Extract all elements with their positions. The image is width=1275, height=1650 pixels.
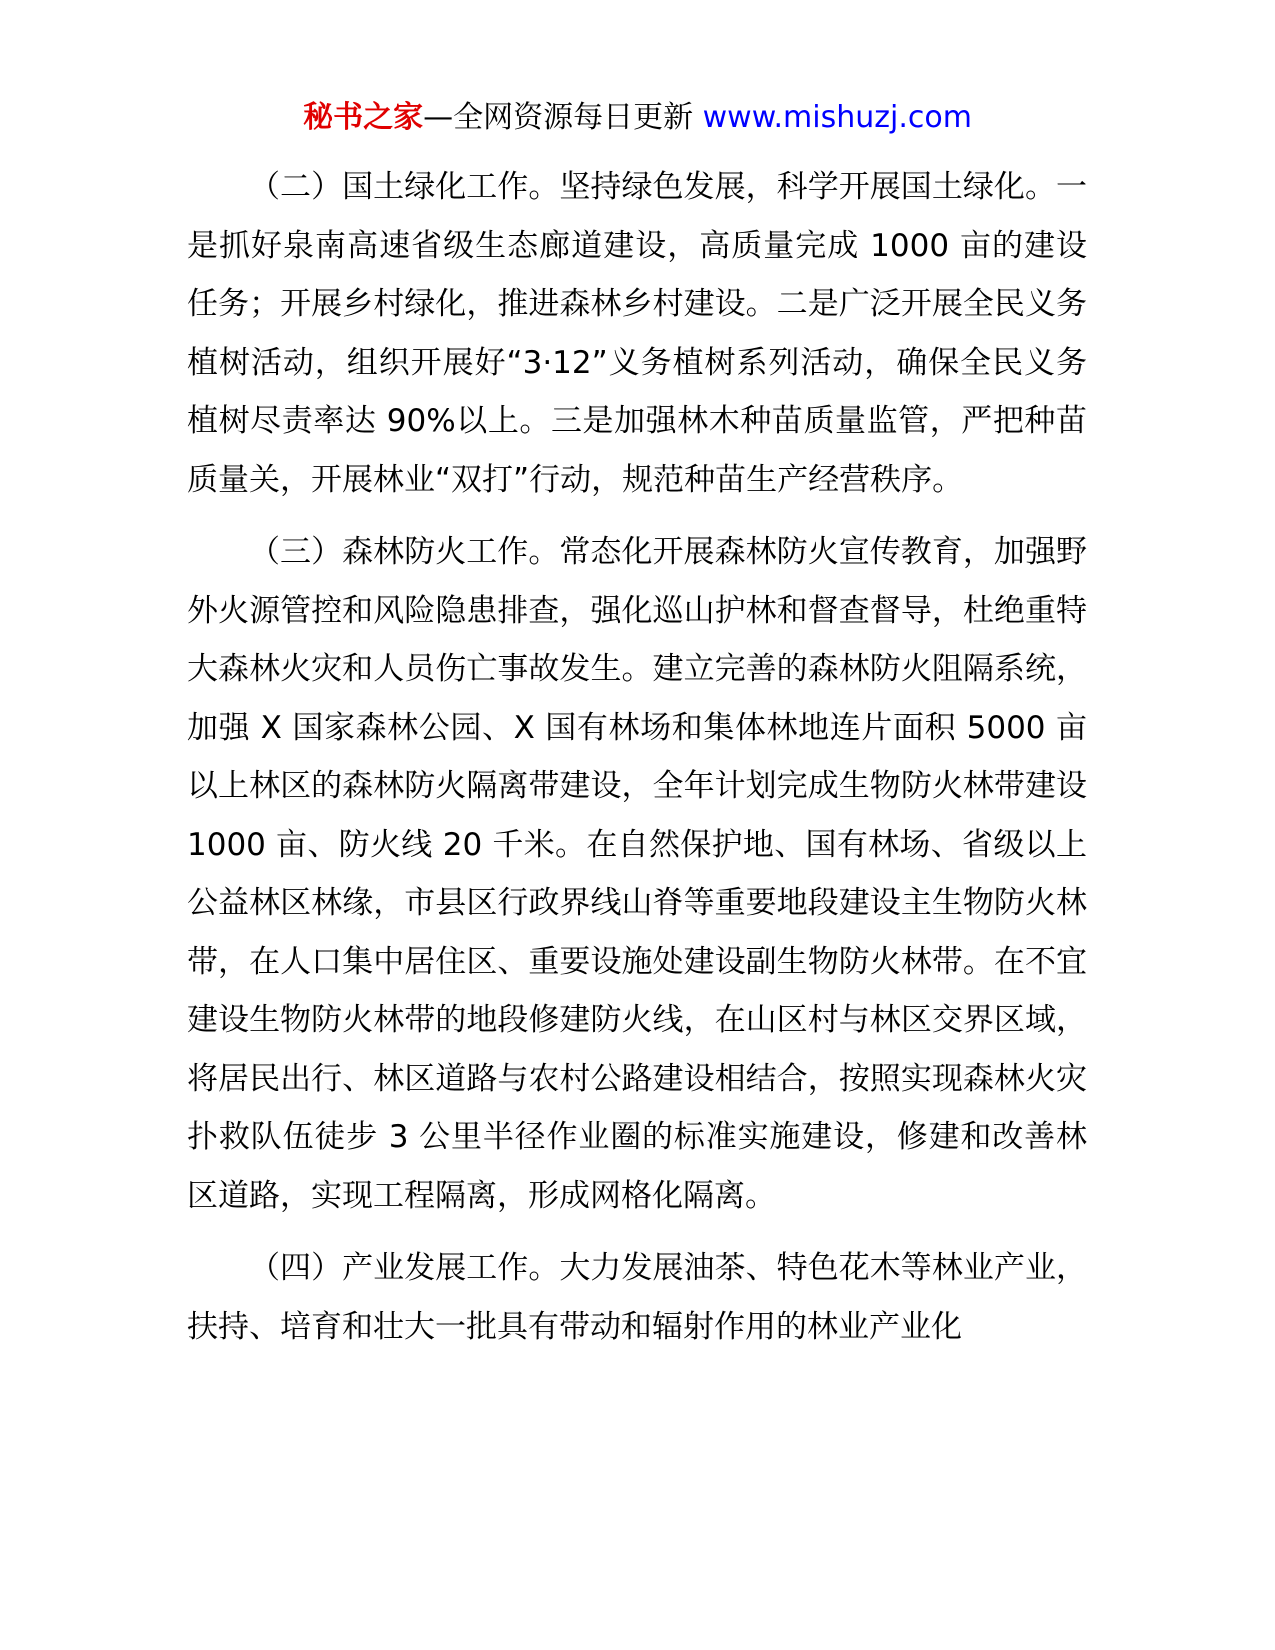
document-body [187, 158, 1087, 1370]
paragraph-industry-development: （四）产业发展工作。大力发展油茶、特色花木等林业产业，扶持、培育和壮大一批具有带动和辐射作用的林业产业化 [187, 1250, 1087, 1345]
paragraph-land-greening: （二）国土绿化工作。坚持绿色发展，科学开展国土绿化。一是抓好泉南高速省级生态廊道建设，高质量完成 1000 亩的建设任务；开展乡村绿化，推进森林乡村建设。二是广泛开展全民义务植树活动，组织开展好“3·12”义务植树系列活动，确保全民义务植树尽责率达 90%以上。三是加强林木种苗质量监管，严把种苗质量关，开展林业“双打”行动，规范种苗生产经营秩序。 [187, 169, 1087, 498]
header-brand: 秘书之家 [303, 100, 424, 135]
paragraph-forest-fire-prevention: （三）森林防火工作。常态化开展森林防火宣传教育，加强野外火源管控和风险隐患排查，强化巡山护林和督查督导，杜绝重特大森林火灾和人员伤亡事故发生。建立完善的森林防火阻隔系统，加强 X 国家森林公园、X 国有林场和集体林地连片面积 5000 亩以上林区的森林防火隔离带建设，全年计划完成生物防火林带建设 1000 亩、防火线 20 千米。在自然保护地、国有林场、省级以上公益林区林缘，市县区行政界线山脊等重要地段建设主生物防火林带，在人口集中居住区、重要设施处建设副生物防火林带。在不宜建设生物防火林带的地段修建防火线，在山区村与林区交界区域，将居民出行、林区道路与农村公路建设相结合，按照实现森林火灾扑救队伍徒步 3 公里半径作业圈的标准实施建设，修建和改善林区道路，实现工程隔离，形成网格化隔离。 [187, 534, 1087, 1214]
header-site-url[interactable]: www.mishuzj.com [702, 100, 972, 135]
page-header [0, 98, 1275, 138]
header-tagline: —全网资源每日更新 [423, 100, 694, 135]
